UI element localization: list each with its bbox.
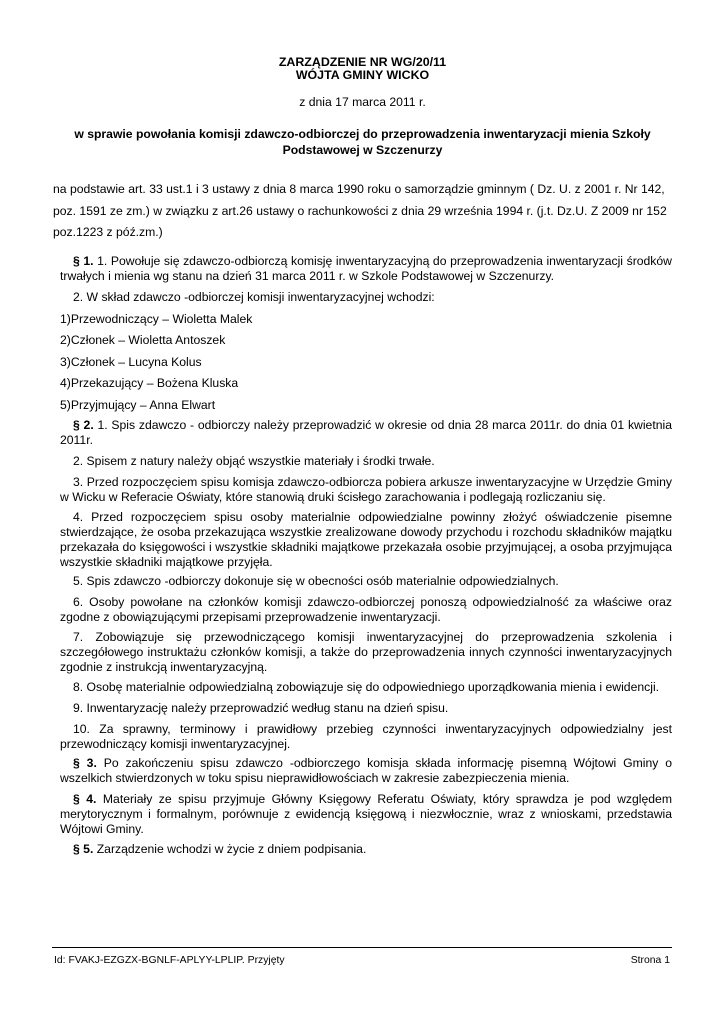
- legal-basis-line: na podstawie art. 33 ust.1 i 3 ustawy z dnia 8 marca 1990 roku o samorządzie gminnym ( Dz. U. z 2001 r. Nr 142,: [53, 182, 665, 196]
- member-list-item: 1)Przewodniczący – Wioletta Malek: [60, 312, 253, 326]
- footer-document-id: Id: FVAKJ-EZGZX-BGNLF-APLYY-LPLIP. Przyjęty: [54, 955, 285, 966]
- section-3-text: Po zakończeniu spisu zdawczo -odbiorczego komisja składa informację pisemną Wójtowi Gminy o wszelkich stwierdzonych w toku spisu nieprawidłowościach w zakresie zabezpieczenia mienia.: [60, 756, 672, 785]
- section-2-paragraph-9: 9. Inwentaryzację należy przeprowadzić według stanu na dzień spisu.: [73, 701, 449, 715]
- section-4-mark: § 4.: [73, 792, 97, 806]
- subject-line: Podstawowej w Szczenurzy: [282, 143, 443, 157]
- document-date: z dnia 17 marca 2011 r.: [299, 95, 426, 109]
- section-2-paragraph-1: [60, 418, 672, 448]
- section-4-text: Materiały ze spisu przyjmuje Główny Księgowy Referatu Oświaty, który sprawdza je pod względem merytorycznym i formalnym, porównuje z ewidencją księgową i niezwłocznie, wraz z wnioskami, przedstawia Wójtowi Gminy.: [60, 792, 672, 836]
- footer-divider: [52, 947, 672, 948]
- legal-basis: [53, 179, 678, 244]
- legal-basis-line: poz. 1591 ze zm.) w związku z art.26 ustawy o rachunkowości z dnia 29 września 1994 r. (j.t. Dz.U. Z 2009 nr 152: [53, 203, 667, 218]
- section-3-mark: § 3.: [73, 756, 97, 770]
- footer-page-number: Strona 1: [630, 955, 670, 966]
- section-1-paragraph-1: [60, 254, 672, 284]
- section-3-paragraph: [60, 756, 672, 786]
- document-subject: [60, 126, 665, 158]
- subject-line: w sprawie powołania komisji zdawczo-odbiorczej do przeprowadzenia inwentaryzacji mienia Szkoły: [74, 127, 651, 141]
- section-2-paragraph-2: 2. Spisem z natury należy objąć wszystkie materiały i środki trwałe.: [73, 454, 435, 468]
- section-5-text: Zarządzenie wchodzi w życie z dniem podpisania.: [93, 842, 367, 856]
- section-2-mark: § 2.: [73, 418, 94, 432]
- member-list-item: 2)Członek – Wioletta Antoszek: [60, 333, 226, 347]
- section-1-paragraph-2: 2. W skład zdawczo -odbiorczej komisji inwentaryzacyjnej wchodzi:: [73, 290, 435, 304]
- section-2-text: 1. Spis zdawczo - odbiorczy należy przeprowadzić w okresie od dnia 28 marca 2011r. do dnia 01 kwietnia 2011r.: [60, 418, 672, 447]
- section-2-paragraph-10: 10. Za sprawny, terminowy i prawidłowy przebieg czynności inwentaryzacyjnych odpowiedzialny jest przewodniczący komisji inwentaryzacyjnej.: [60, 722, 672, 751]
- section-1-mark: § 1.: [73, 254, 94, 268]
- section-2-paragraph-6: 6. Osoby powołane na członków komisji zdawczo-odbiorczej ponoszą odpowiedzialność za właściwe oraz zgodne z obowiązującymi przepisami przeprowadzenie inwentaryzacji.: [60, 595, 672, 624]
- section-5-paragraph: [60, 842, 672, 857]
- section-1-text: 1. Powołuje się zdawczo-odbiorczą komisję inwentaryzacyjną do przeprowadzenia inwentaryzacji środków trwałych i mienia wg stanu na dzień 31 marca 2011 r. w Szkole Podstawowej w Szczenurzy.: [60, 254, 672, 283]
- member-list-item: 5)Przyjmujący – Anna Elwart: [60, 398, 216, 412]
- section-2-paragraph-3: 3. Przed rozpoczęciem spisu komisja zdawczo-odbiorcza pobiera arkusze inwentaryzacyjne w Urzędzie Gminy w Wicku w Referacie Oświaty, które stanowią druki ścisłego zarachowania i podlegają rozliczaniu się.: [60, 475, 672, 504]
- legal-basis-line: poz.1223 z póź.zm.): [53, 225, 163, 239]
- section-2-paragraph-7: 7. Zobowiązuje się przewodniczącego komisji inwentaryzacyjnej do przeprowadzenia szkolenia i szczegółowego instruktażu członków komisji, a także do przeprowadzenia innych czynności inwentaryzacyjnych zgodnie z instrukcją inwentaryzacyjną.: [60, 630, 672, 674]
- section-2-paragraph-8: 8. Osobę materialnie odpowiedzialną zobowiązuje się do odpowiedniego uporządkowania mienia i ewidencji.: [73, 680, 660, 694]
- document-title: ZARZĄDZENIE NR WG/20/11: [278, 55, 447, 69]
- section-2-paragraph-5: 5. Spis zdawczo -odbiorczy dokonuje się w obecności osób materialnie odpowiedzialnych.: [73, 574, 559, 588]
- section-4-paragraph: [60, 792, 672, 837]
- member-list-item: 4)Przekazujący – Bożena Kluska: [60, 376, 239, 390]
- member-list-item: 3)Członek – Lucyna Kolus: [60, 355, 202, 369]
- section-5-mark: § 5.: [73, 842, 94, 856]
- document-issuer: WÓJTA GMINY WICKO: [295, 68, 430, 82]
- section-2-paragraph-4: 4. Przed rozpoczęciem spisu osoby materialnie odpowiedzialne powinny złożyć oświadczenie pisemne stwierdzające, że osoba przekazująca wszystkie zrealizowane dowody przychodu i rozchodu składników majątku przekazała do księgowości i wszystkie składniki majątkowe przekazała osobie przyjmującej, a osoba przyjmująca wszystkie składniki majątkowe przyjęła.: [60, 510, 672, 569]
